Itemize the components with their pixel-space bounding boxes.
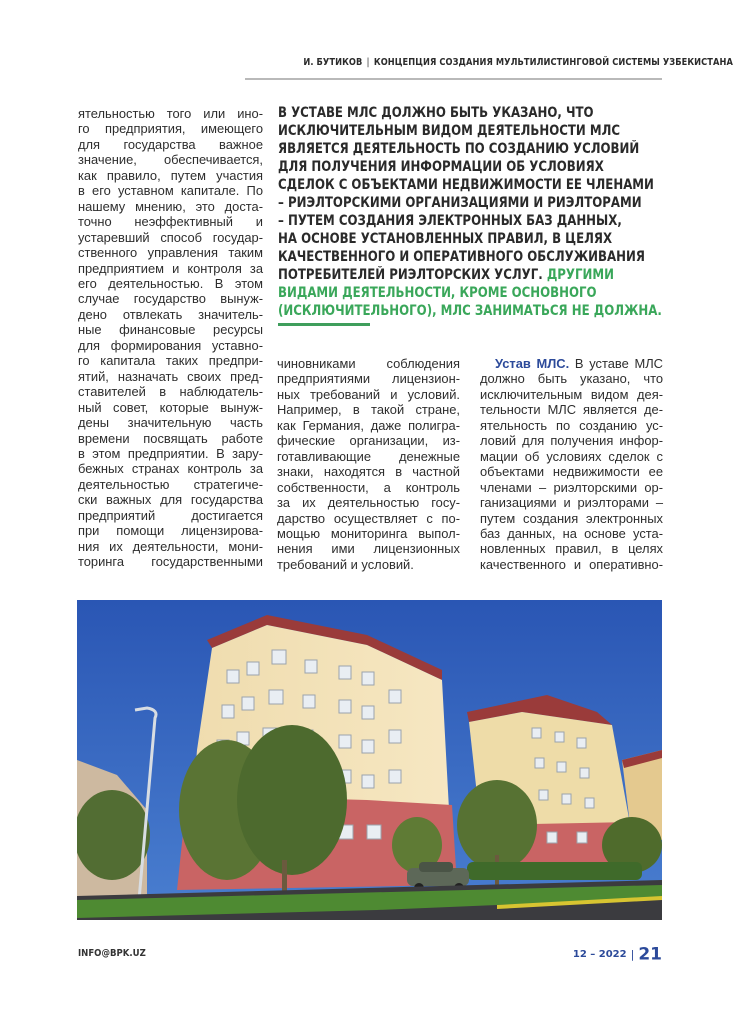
text-line: новленных правил, в целях: [480, 541, 663, 557]
first-line-text: В уставе МЛС: [574, 356, 663, 371]
pull-quote-line: В УСТАВЕ МЛС ДОЛЖНО БЫТЬ УКАЗАНО, ЧТО: [278, 105, 594, 121]
pull-quote-line: КАЧЕСТВЕННОГО И ОПЕРАТИВНОГО ОБСЛУЖИВАНИЯ: [278, 249, 645, 265]
pull-quote-line: ИСКЛЮЧИТЕЛЬНЫМ ВИДОМ ДЕЯТЕЛЬНОСТИ МЛС: [278, 123, 621, 139]
text-line: ловий для получения инфор-: [480, 433, 663, 449]
text-line: предприятиями лицензион-: [277, 371, 460, 387]
text-line: нашему мнению, это доста-: [78, 198, 263, 214]
pull-quote-line: ЯВЛЯЕТСЯ ДЕЯТЕЛЬНОСТЬ ПО СОЗДАНИЮ УСЛОВИЙ: [278, 141, 640, 157]
text-line: ятельность по созданию ус-: [480, 417, 663, 433]
text-line: ски важных для государства: [78, 492, 263, 508]
pull-quote-green-line: (ИСКЛЮЧИТЕЛЬНОГО), МЛС ЗАНИМАТЬСЯ НЕ ДОЛЖНА.: [278, 303, 662, 319]
header-author: И. БУТИКОВ: [303, 57, 363, 68]
text-line: времени посвящать работе: [78, 430, 263, 446]
text-line: как Германия, даже полигра-: [277, 417, 460, 433]
text-line: должно быть указано, что: [480, 371, 663, 387]
text-line: чиновниками соблюдения: [277, 356, 460, 371]
body-column-1: [78, 106, 263, 570]
pull-quote-line: СДЕЛОК С ОБЪЕКТАМИ НЕДВИЖИМОСТИ ЕЕ ЧЛЕНАМИ: [278, 177, 654, 193]
text-line: объектами недвижимости ее: [480, 464, 663, 480]
text-line: требований и условий.: [277, 556, 414, 572]
header-title: КОНЦЕПЦИЯ СОЗДАНИЯ МУЛЬТИЛИСТИНГОВОЙ СИСТЕМЫ УЗБЕКИСТАНА: [373, 57, 733, 68]
issue-number: 12 – 2022: [572, 949, 627, 960]
text-line: дены значительную часть: [78, 415, 263, 431]
footer-issue-info: [560, 944, 662, 965]
text-line: тельности МЛС является де-: [480, 402, 663, 418]
text-line: в его уставном капитале. По: [78, 183, 263, 199]
text-line: случае государство вынуж-: [78, 291, 263, 307]
pull-quote-green-text: ДРУГИМИ: [546, 267, 614, 283]
text-line: ные финансовые ресурсы: [78, 322, 263, 338]
text-line: значение, обеспечивается,: [78, 152, 263, 168]
text-line: качественного и оперативно-: [480, 556, 663, 572]
section-lead-in: Устав МЛС.: [495, 356, 570, 371]
pull-quote-line: – ПУТЕМ СОЗДАНИЯ ЭЛЕКТРОННЫХ БАЗ ДАННЫХ,: [278, 213, 622, 229]
footer-email: INFO@BPK.UZ: [78, 948, 146, 959]
photo-illustration: [77, 600, 662, 920]
text-line: путем создания электронных: [480, 510, 663, 526]
pull-quote-line: – РИЭЛТОРСКИМИ ОРГАНИЗАЦИЯМИ И РИЭЛТОРАМИ: [278, 195, 642, 211]
text-line: для формирования уставно-: [78, 337, 263, 353]
text-line: ных требований и условий.: [277, 386, 460, 402]
text-line: ственного управления таким: [78, 245, 263, 261]
text-line: мации об условиях сделок с: [480, 448, 663, 464]
text-line: предприятий достигается: [78, 507, 263, 523]
text-line: в этом предприятии. В зару-: [78, 445, 263, 461]
text-line: ния их деятельности, мони-: [78, 538, 263, 554]
text-line: ятий, назначать своих пред-: [78, 368, 263, 384]
text-line: фические организации, из-: [277, 433, 460, 449]
pull-quote-line: НА ОСНОВЕ УСТАНОВЛЕННЫХ ПРАВИЛ, В ЦЕЛЯХ: [278, 231, 613, 247]
text-line: ставителей в наблюдатель-: [78, 384, 263, 400]
hedge: [467, 862, 642, 880]
body-column-3: [480, 356, 663, 572]
text-line: для государства важное: [78, 136, 263, 152]
text-line: его деятельностью. В этом: [78, 275, 263, 291]
text-line: при помощи лицензирова-: [78, 523, 263, 539]
text-line: устаревший способ государ-: [78, 229, 263, 245]
text-line: торинга государственными: [78, 554, 263, 570]
text-line: мощью мониторинга выпол-: [277, 525, 460, 541]
text-line: ятельностью того или ино-: [78, 106, 263, 121]
text-line-first: [480, 356, 663, 371]
text-line: членами – риэлторскими ор-: [480, 479, 663, 495]
header-rule: [245, 78, 662, 80]
text-line: точно неэффективный и: [78, 214, 263, 230]
text-line: как правило, путем участия: [78, 167, 263, 183]
body-column-2: [277, 356, 460, 572]
pull-quote-line: ДЛЯ ПОЛУЧЕНИЯ ИНФОРМАЦИИ ОБ УСЛОВИЯХ: [278, 159, 604, 175]
residential-buildings-photo: [77, 600, 662, 920]
column-1-paragraph: [78, 106, 263, 570]
text-line: бежных странах контроль за: [78, 461, 263, 477]
column-3-paragraph: [480, 356, 663, 572]
text-line: предприятием и контроля за: [78, 260, 263, 276]
text-line: деятельностью стратегиче-: [78, 476, 263, 492]
text-line: Например, в такой стране,: [277, 402, 460, 418]
text-line: ный совет, которые вынуж-: [78, 399, 263, 415]
pull-quote: [278, 104, 668, 320]
running-header: [303, 57, 733, 68]
text-line: исключительным видом дея-: [480, 386, 663, 402]
text-line: за их деятельностью госу-: [277, 495, 460, 511]
pull-quote-dark-text: ПОТРЕБИТЕЛЕЙ РИЭЛТОРСКИХ УСЛУГ.: [278, 267, 543, 283]
column-2-paragraph: [277, 356, 460, 572]
pull-quote-rule: [278, 323, 370, 326]
pull-quote-line-mixed: [278, 266, 614, 284]
text-line: го предприятия, имеющего: [78, 121, 263, 137]
pull-quote-green-line: ВИДАМИ ДЕЯТЕЛЬНОСТИ, КРОМЕ ОСНОВНОГО: [278, 285, 597, 301]
text-line: собственности, а контроль: [277, 479, 460, 495]
footer-separator: |: [630, 948, 635, 961]
text-line: дено отвлекать значитель-: [78, 306, 263, 322]
header-separator: |: [366, 57, 370, 68]
text-line: баз данных, на основе уста-: [480, 525, 663, 541]
text-line: ганизациями и риэлторами –: [480, 495, 663, 511]
text-line: готавливающие денежные: [277, 448, 460, 464]
text-line: дарство осуществляет с по-: [277, 510, 460, 526]
text-line: знаки, находятся в частной: [277, 464, 460, 480]
text-line: го капитала таких предпри-: [78, 353, 263, 369]
text-line: нения ими лицензионных: [277, 541, 460, 557]
page-number: 21: [638, 944, 662, 965]
